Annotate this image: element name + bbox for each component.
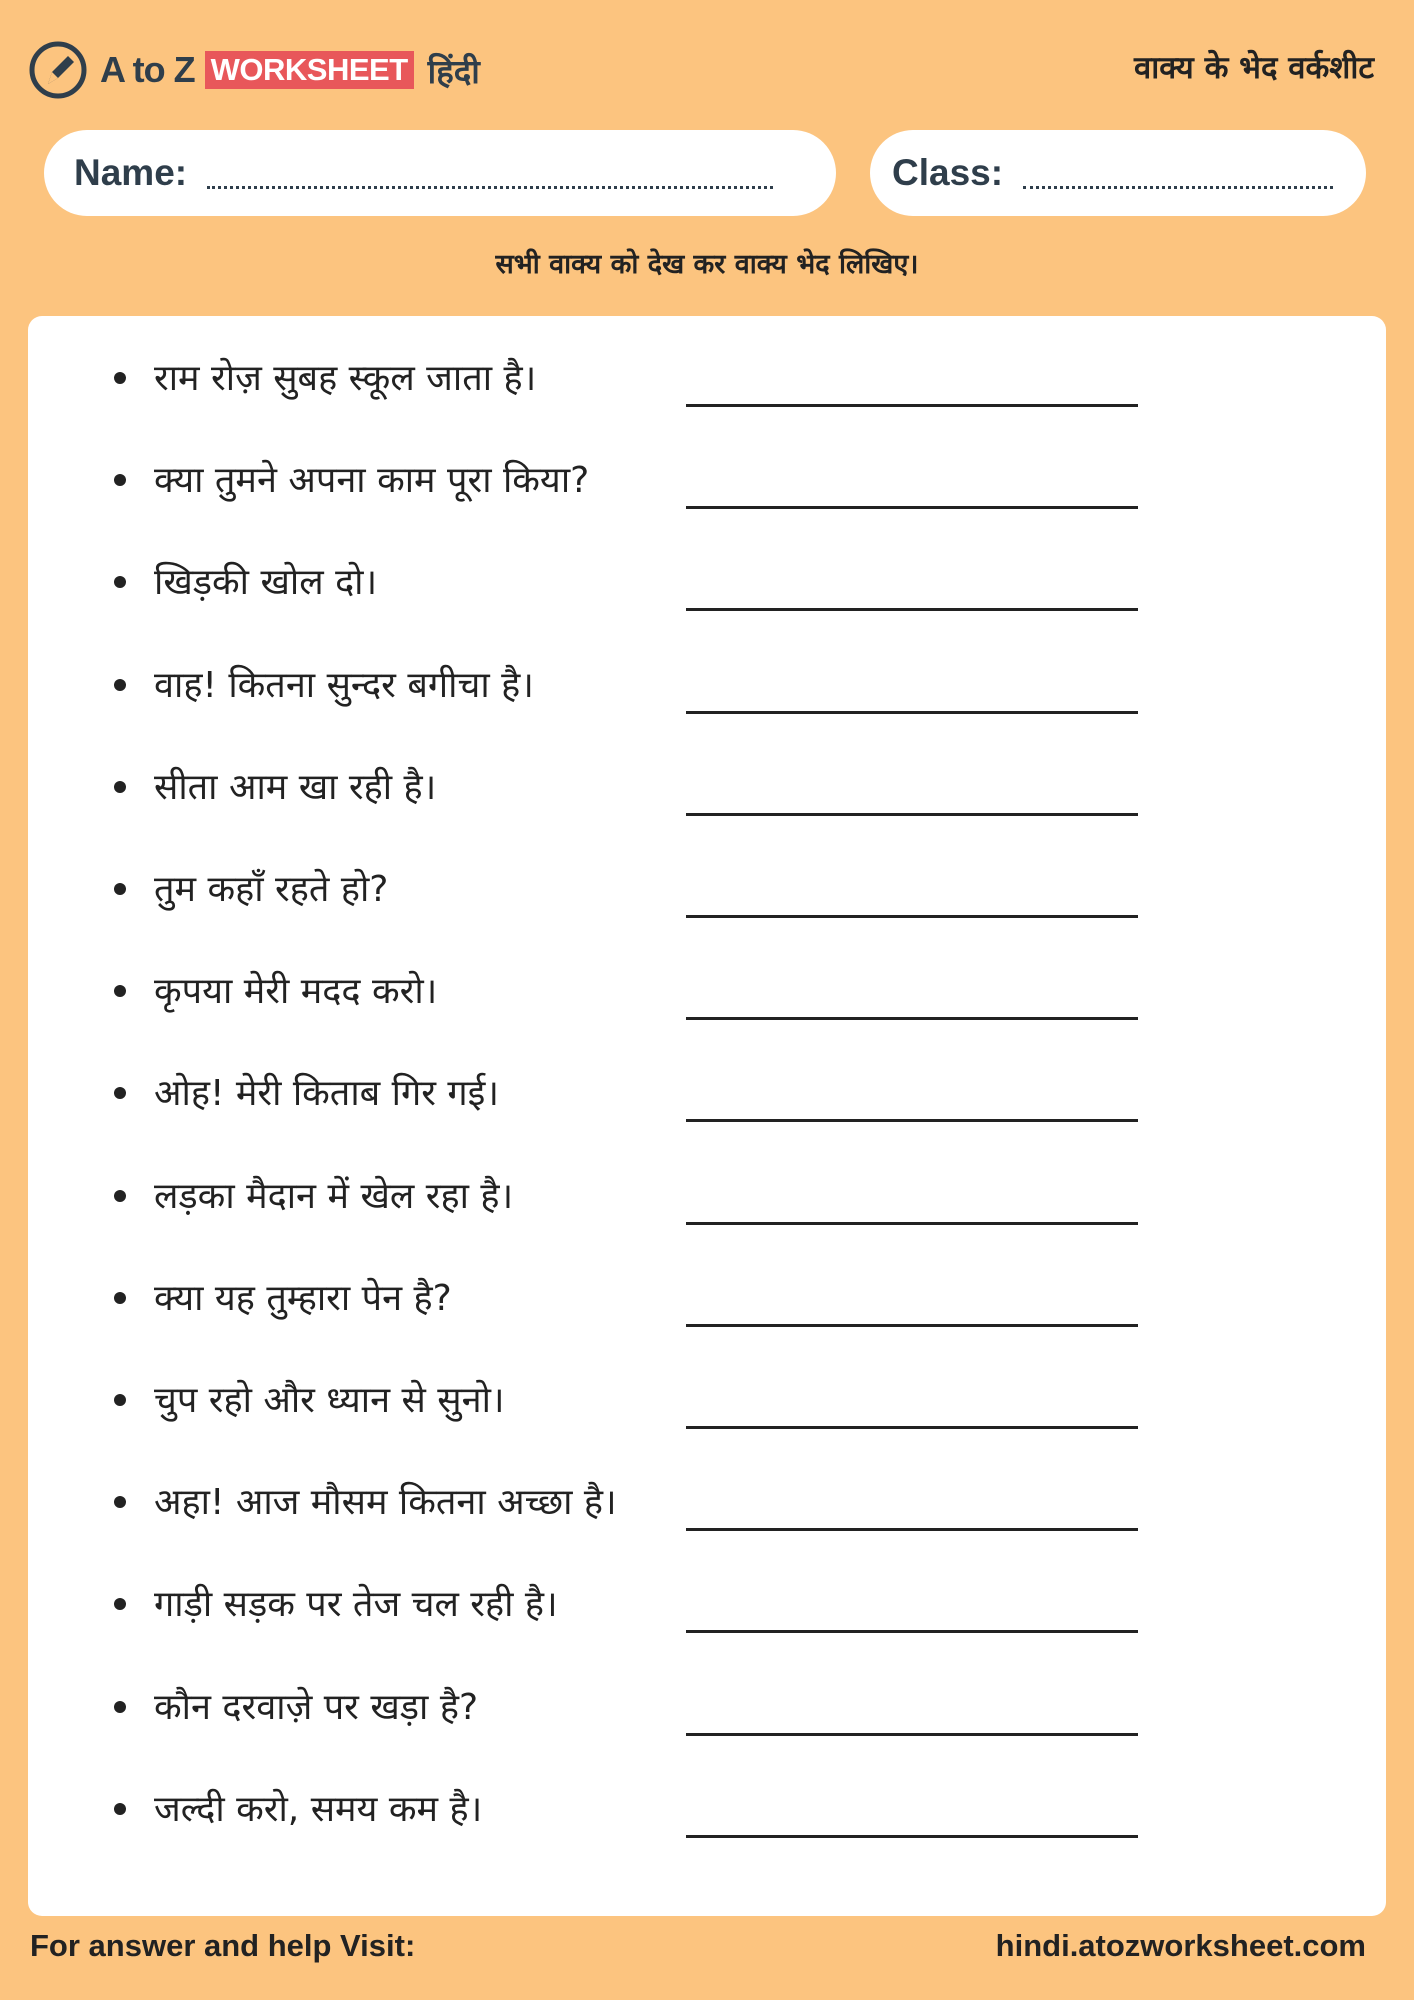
answer-line[interactable] [686, 506, 1138, 509]
bullet-icon [114, 781, 126, 793]
site-logo[interactable] [28, 38, 480, 102]
question-text: चुप रहो और ध्यान से सुनो। [154, 1380, 505, 1421]
answer-line[interactable] [686, 1528, 1138, 1531]
bullet-icon [114, 1598, 126, 1610]
bullet-icon [114, 1701, 126, 1713]
footer-url-link[interactable]: hindi.atozworksheet.com [995, 1928, 1366, 1963]
name-label: Name: [74, 152, 188, 193]
question-text: तुम कहाँ रहते हो? [154, 869, 389, 910]
bullet-icon [114, 1394, 126, 1406]
bullet-icon [114, 576, 126, 588]
bullet-icon [114, 1803, 126, 1815]
answer-line[interactable] [686, 608, 1138, 611]
questions-card [28, 316, 1386, 1916]
answer-line[interactable] [686, 711, 1138, 714]
logo-badge: WORKSHEET [205, 51, 414, 89]
question-row [28, 643, 1386, 745]
bullet-icon [114, 679, 126, 691]
bullet-icon [114, 1087, 126, 1099]
logo-brand-text: A to Z [100, 49, 195, 90]
answer-line[interactable] [686, 1119, 1138, 1122]
bullet-icon [114, 1496, 126, 1508]
class-dotted-line[interactable] [1023, 186, 1333, 189]
question-text: कृपया मेरी मदद करो। [154, 971, 438, 1013]
instruction-text: सभी वाक्य को देख कर वाक्य भेद लिखिए। [495, 249, 919, 280]
question-row [28, 949, 1386, 1051]
footer-help-text: For answer and help Visit: [30, 1928, 416, 1963]
answer-line[interactable] [686, 1324, 1138, 1327]
question-text: क्या तुमने अपना काम पूरा किया? [154, 460, 590, 502]
answer-line[interactable] [686, 1733, 1138, 1736]
bullet-icon [114, 1190, 126, 1202]
question-row [28, 847, 1386, 949]
class-label: Class: [892, 152, 1004, 193]
question-row [28, 1665, 1386, 1767]
answer-line[interactable] [686, 1017, 1138, 1020]
pencil-logo-icon [28, 40, 88, 100]
worksheet-title: वाक्य के भेद वर्कशीट [1133, 50, 1374, 86]
question-text: क्या यह तुम्हारा पेन है? [154, 1277, 452, 1319]
question-row [28, 540, 1386, 642]
question-text: लड़का मैदान में खेल रहा है। [154, 1175, 514, 1217]
question-row [28, 1256, 1386, 1358]
answer-line[interactable] [686, 1835, 1138, 1838]
question-text: खिड़की खोल दो। [154, 562, 378, 604]
question-row [28, 745, 1386, 847]
question-row [28, 438, 1386, 540]
question-text: गाड़ी सड़क पर तेज चल रही है। [154, 1584, 558, 1626]
answer-line[interactable] [686, 1426, 1138, 1429]
question-row [28, 1767, 1386, 1869]
question-text: अहा! आज मौसम कितना अच्छा है। [154, 1482, 617, 1524]
answer-line[interactable] [686, 915, 1138, 918]
answer-line[interactable] [686, 813, 1138, 816]
question-text: राम रोज़ सुबह स्कूल जाता है। [154, 358, 537, 399]
question-row [28, 1358, 1386, 1460]
name-field[interactable] [44, 130, 836, 216]
question-row [28, 1154, 1386, 1256]
bullet-icon [114, 372, 126, 384]
question-row [28, 1460, 1386, 1562]
question-text: जल्दी करो, समय कम है। [154, 1788, 483, 1830]
bullet-icon [114, 474, 126, 486]
answer-line[interactable] [686, 1222, 1138, 1225]
question-row [28, 336, 1386, 438]
bullet-icon [114, 883, 126, 895]
answer-line[interactable] [686, 404, 1138, 407]
class-field[interactable] [870, 130, 1366, 216]
bullet-icon [114, 1292, 126, 1304]
question-row [28, 1051, 1386, 1153]
question-text: ओह! मेरी किताब गिर गई। [154, 1073, 500, 1115]
logo-hindi-text: हिंदी [427, 51, 480, 91]
bullet-icon [114, 985, 126, 997]
question-text: सीता आम खा रही है। [154, 766, 437, 808]
question-text: कौन दरवाज़े पर खड़ा है? [154, 1686, 479, 1728]
question-row [28, 1562, 1386, 1664]
worksheet-header [28, 34, 1374, 104]
name-dotted-line[interactable] [207, 186, 773, 189]
answer-line[interactable] [686, 1630, 1138, 1633]
question-text: वाह! कितना सुन्दर बगीचा है। [154, 664, 534, 706]
